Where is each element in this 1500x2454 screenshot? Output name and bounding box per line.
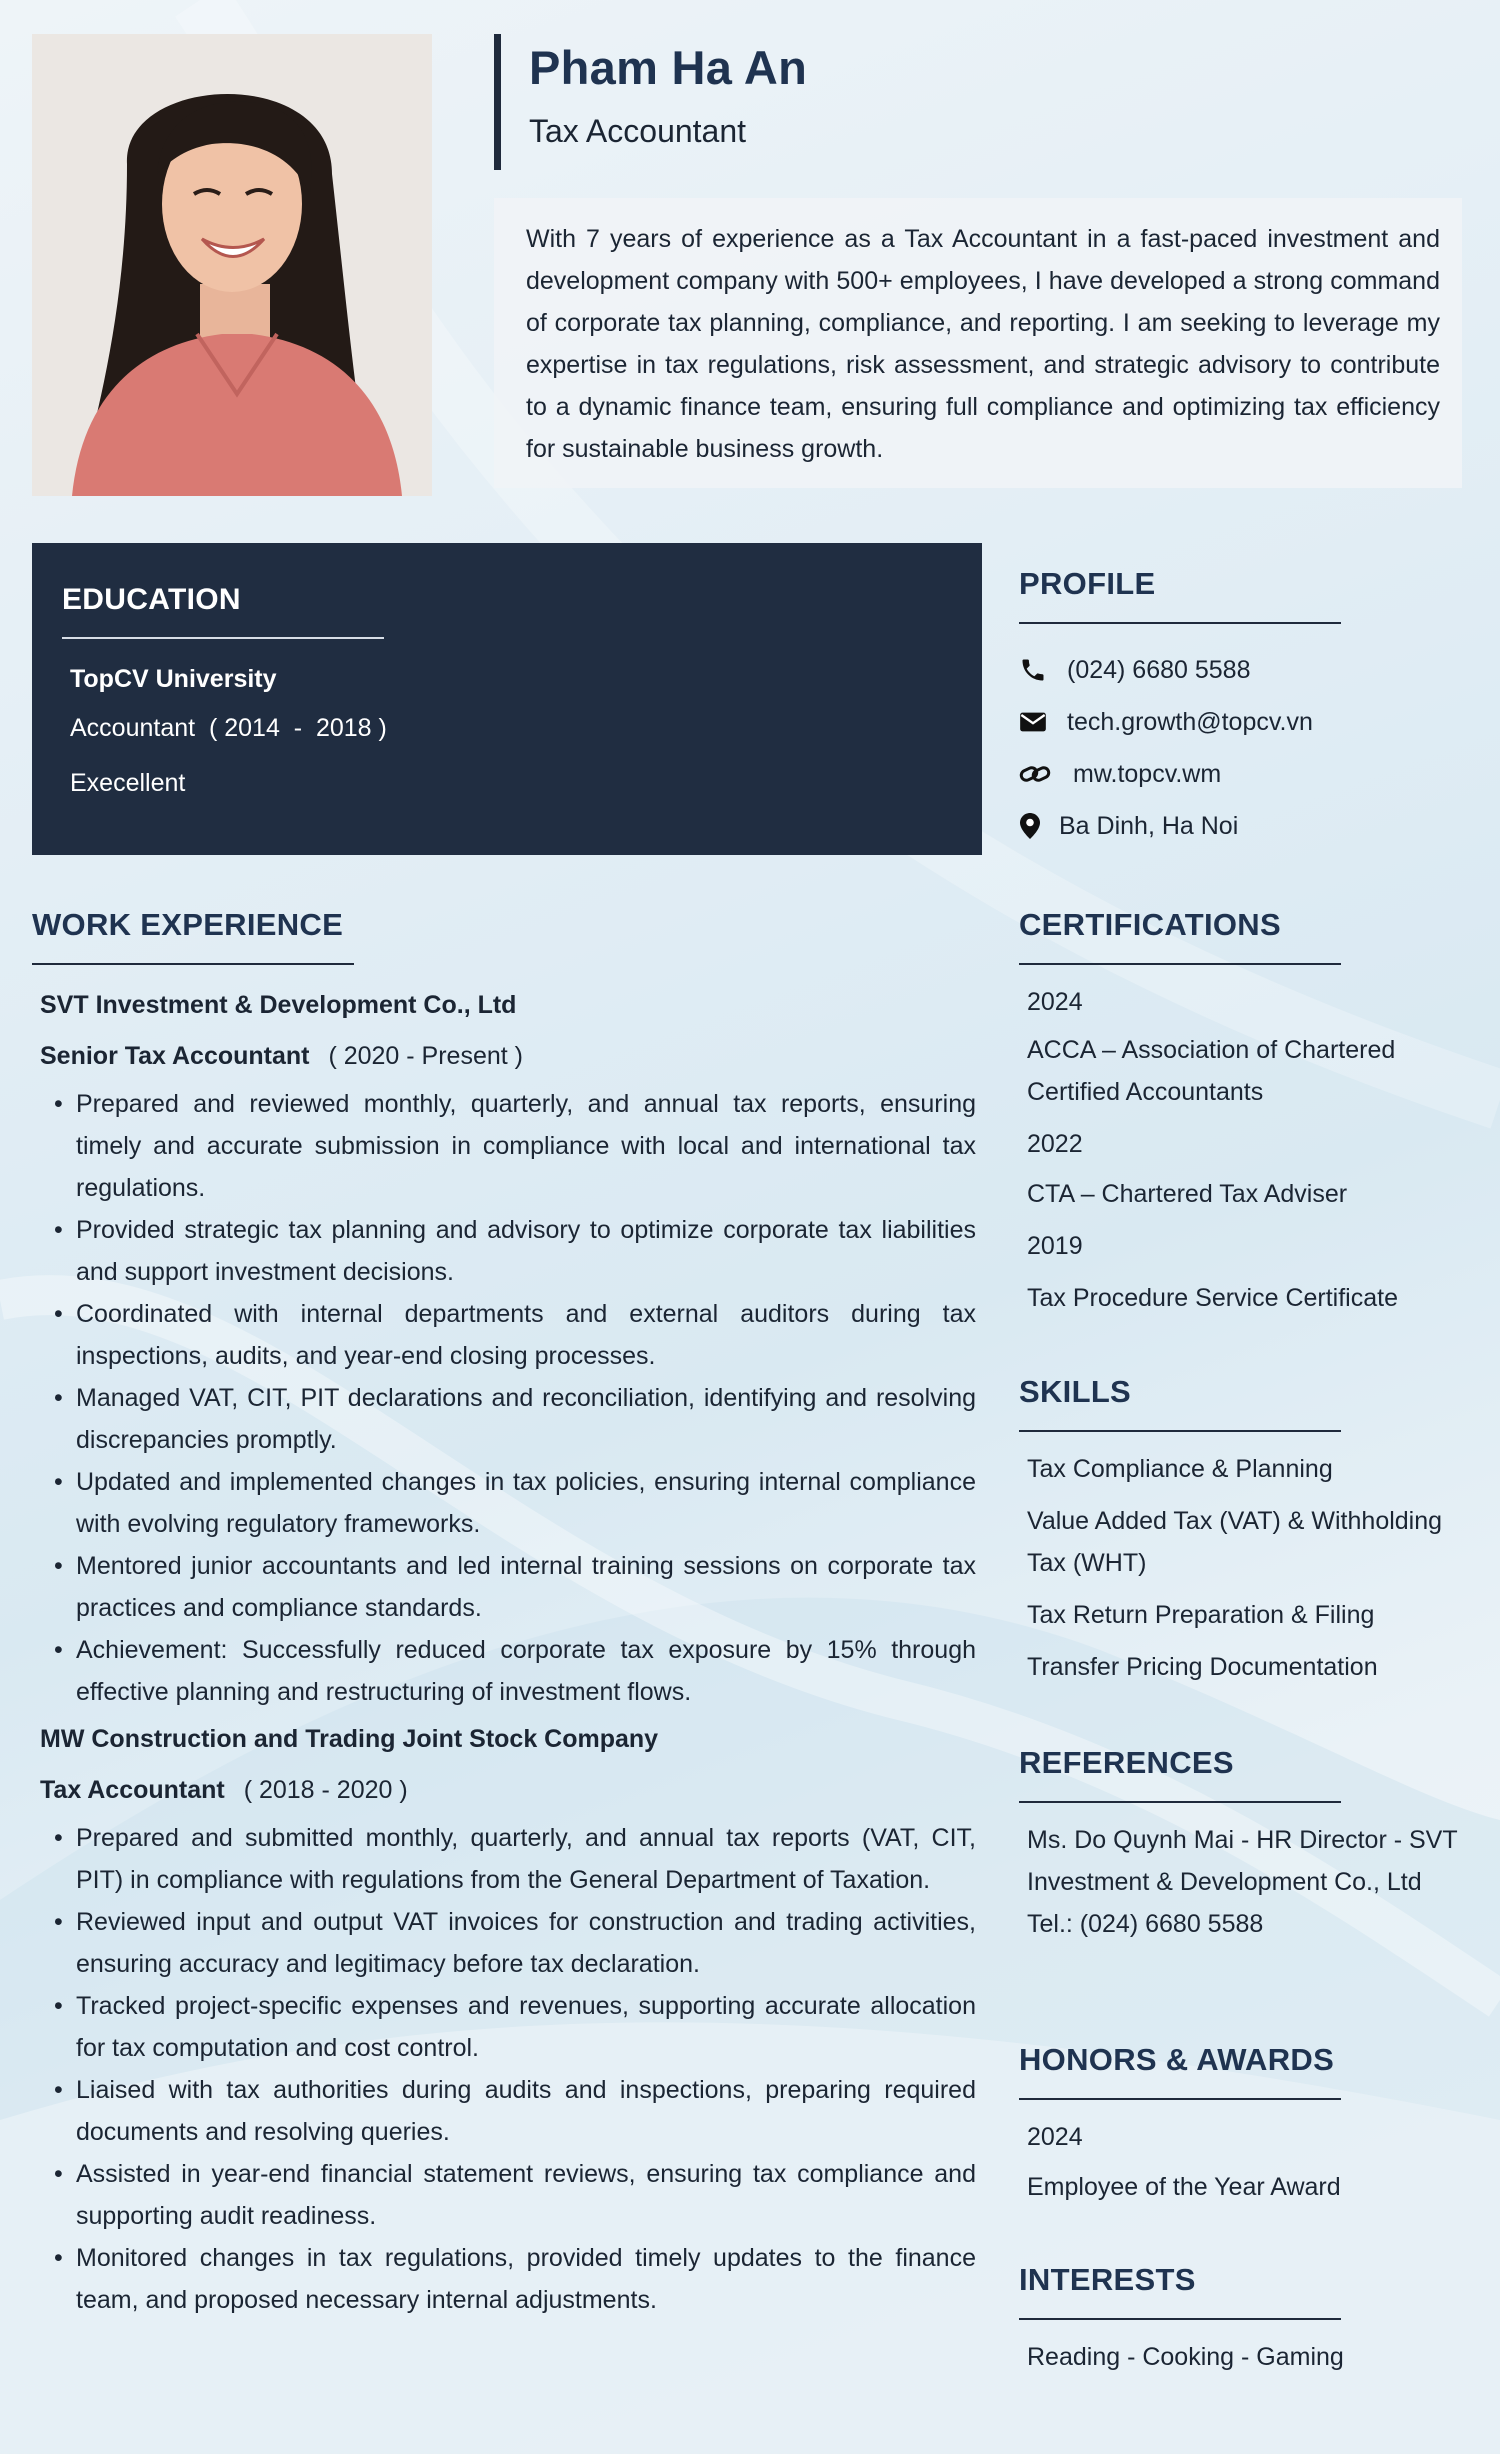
- job-bullet: • Prepared and reviewed monthly, quarterly, and annual tax reports, ensuring timely and accurate submission in compliance with local and international tax regulations.: [52, 1083, 976, 1209]
- contact-website-link[interactable]: mw.topcv.wm: [1073, 759, 1222, 788]
- education-school: TopCV University: [70, 665, 277, 693]
- awards-section: [1019, 2042, 1462, 2208]
- certification-name: ACCA – Association of Chartered Certified Accountants: [1027, 1036, 1396, 1106]
- phone-icon: [1019, 653, 1053, 687]
- references-section: [1019, 1745, 1462, 1945]
- education-grade: Execellent: [70, 769, 186, 797]
- job-bullet: • Managed VAT, CIT, PIT declarations and reconciliation, identifying and resolving discrepancies promptly.: [52, 1377, 976, 1461]
- job-bullet: • Monitored changes in tax regulations, provided timely updates to the finance team, and proposed necessary internal adjustments.: [52, 2237, 976, 2321]
- job-role: [40, 1776, 976, 1805]
- skills-section: [1019, 1374, 1462, 1688]
- job-bullet: • Reviewed input and output VAT invoices for construction and trading activities, ensuring accuracy and legitimacy before tax declaration.: [52, 1901, 976, 1985]
- job-bullet: • Mentored junior accountants and led internal training sessions on corporate tax practices and compliance standards.: [52, 1545, 976, 1629]
- heading-divider: [1019, 963, 1341, 965]
- certification-name: CTA – Chartered Tax Adviser: [1027, 1180, 1348, 1208]
- profile-heading: PROFILE: [1019, 566, 1156, 601]
- reference-phone: Tel.: (024) 6680 5588: [1027, 1910, 1264, 1938]
- job-bullet: • Tracked project-specific expenses and revenues, supporting accurate allocation for tax computation and cost control.: [52, 1985, 976, 2069]
- education-major: Accountant ( 2014 - 2018 ): [70, 714, 387, 742]
- job-bullet-list: [52, 1817, 976, 2321]
- education-heading: EDUCATION: [62, 583, 241, 616]
- candidate-name: Pham Ha An: [529, 41, 808, 94]
- certifications-section: [1019, 907, 1462, 1319]
- contact-phone: [1019, 644, 1462, 696]
- contact-phone-text: (024) 6680 5588: [1067, 655, 1251, 684]
- heading-divider: [32, 963, 354, 965]
- work-experience-section: [32, 907, 976, 2321]
- heading-divider: [1019, 2318, 1341, 2320]
- profile-photo: [32, 34, 432, 496]
- heading-divider: [62, 637, 384, 639]
- award-year: 2024: [1027, 2123, 1083, 2151]
- heading-divider: [1019, 1801, 1341, 1803]
- job-company: SVT Investment & Development Co., Ltd: [40, 991, 517, 1019]
- job-period: ( 2020 - Present ): [328, 1042, 523, 1070]
- email-icon: [1019, 705, 1053, 739]
- link-icon: [1019, 757, 1053, 791]
- job-role-title: Senior Tax Accountant: [40, 1042, 310, 1070]
- job-bullet: • Updated and implemented changes in tax policies, ensuring internal compliance with evolving regulatory frameworks.: [52, 1461, 976, 1545]
- references-heading: REFERENCES: [1019, 1745, 1234, 1780]
- skill-item: Transfer Pricing Documentation: [1027, 1653, 1378, 1681]
- skills-heading: SKILLS: [1019, 1374, 1132, 1409]
- interests-section: [1019, 2262, 1462, 2378]
- skill-item: Tax Compliance & Planning: [1027, 1455, 1333, 1483]
- job-bullet-list: [52, 1083, 976, 1713]
- contact-website: [1019, 748, 1462, 800]
- heading-divider: [1019, 2098, 1341, 2100]
- job-bullet: • Achievement: Successfully reduced corporate tax exposure by 15% through effective planning and restructuring of investment flows.: [52, 1629, 976, 1713]
- heading-divider: [1019, 622, 1341, 624]
- contact-email-link[interactable]: tech.growth@topcv.vn: [1067, 707, 1313, 736]
- job-role-title: Tax Accountant: [40, 1776, 225, 1804]
- candidate-title: Tax Accountant: [529, 113, 747, 149]
- heading-divider: [1019, 1430, 1341, 1432]
- education-section: [32, 543, 982, 855]
- skill-item: Value Added Tax (VAT) & Withholding Tax (WHT): [1027, 1507, 1443, 1577]
- job-period: ( 2018 - 2020 ): [243, 1776, 408, 1804]
- interests-text: Reading - Cooking - Gaming: [1027, 2343, 1344, 2371]
- job-role: [40, 1042, 976, 1071]
- award-name: Employee of the Year Award: [1027, 2173, 1341, 2201]
- reference-contact: Ms. Do Quynh Mai - HR Director - SVT Investment & Development Co., Ltd: [1027, 1826, 1458, 1896]
- certification-year: 2024: [1027, 988, 1083, 1016]
- awards-heading: HONORS & AWARDS: [1019, 2042, 1335, 2077]
- skill-item: Tax Return Preparation & Filing: [1027, 1601, 1375, 1629]
- profile-section: [1019, 566, 1462, 852]
- interests-heading: INTERESTS: [1019, 2262, 1196, 2297]
- certification-name: Tax Procedure Service Certificate: [1027, 1284, 1398, 1312]
- contact-email: [1019, 696, 1462, 748]
- job-bullet: • Coordinated with internal departments and external auditors during tax inspections, audits, and year-end closing processes.: [52, 1293, 976, 1377]
- location-pin-icon: [1019, 809, 1045, 843]
- job-bullet: • Prepared and submitted monthly, quarterly, and annual tax reports (VAT, CIT, PIT) in compliance with regulations from the General Department of Taxation.: [52, 1817, 976, 1901]
- job-company: MW Construction and Trading Joint Stock Company: [40, 1725, 659, 1753]
- contact-address: [1019, 800, 1462, 852]
- job-bullet: • Liaised with tax authorities during audits and inspections, preparing required documents and resolving queries.: [52, 2069, 976, 2153]
- work-experience-heading: WORK EXPERIENCE: [32, 907, 344, 942]
- contact-address-text: Ba Dinh, Ha Noi: [1059, 811, 1239, 840]
- header-name-block: [494, 34, 807, 170]
- job-bullet: • Assisted in year-end financial statement reviews, ensuring tax compliance and supporting audit readiness.: [52, 2153, 976, 2237]
- certifications-heading: CERTIFICATIONS: [1019, 907, 1281, 942]
- certification-year: 2019: [1027, 1232, 1083, 1260]
- job-bullet: • Provided strategic tax planning and advisory to optimize corporate tax liabilities and support investment decisions.: [52, 1209, 976, 1293]
- summary-text: With 7 years of experience as a Tax Accountant in a fast-paced investment and development company with 500+ employees, I have developed a strong command of corporate tax planning, compliance, and reporting. I am seeking to leverage my expertise in tax regulations, risk assessment, and strategic advisory to contribute to a dynamic finance team, ensuring full compliance and optimizing tax efficiency for sustainable business growth.: [494, 198, 1462, 488]
- certification-year: 2022: [1027, 1130, 1083, 1158]
